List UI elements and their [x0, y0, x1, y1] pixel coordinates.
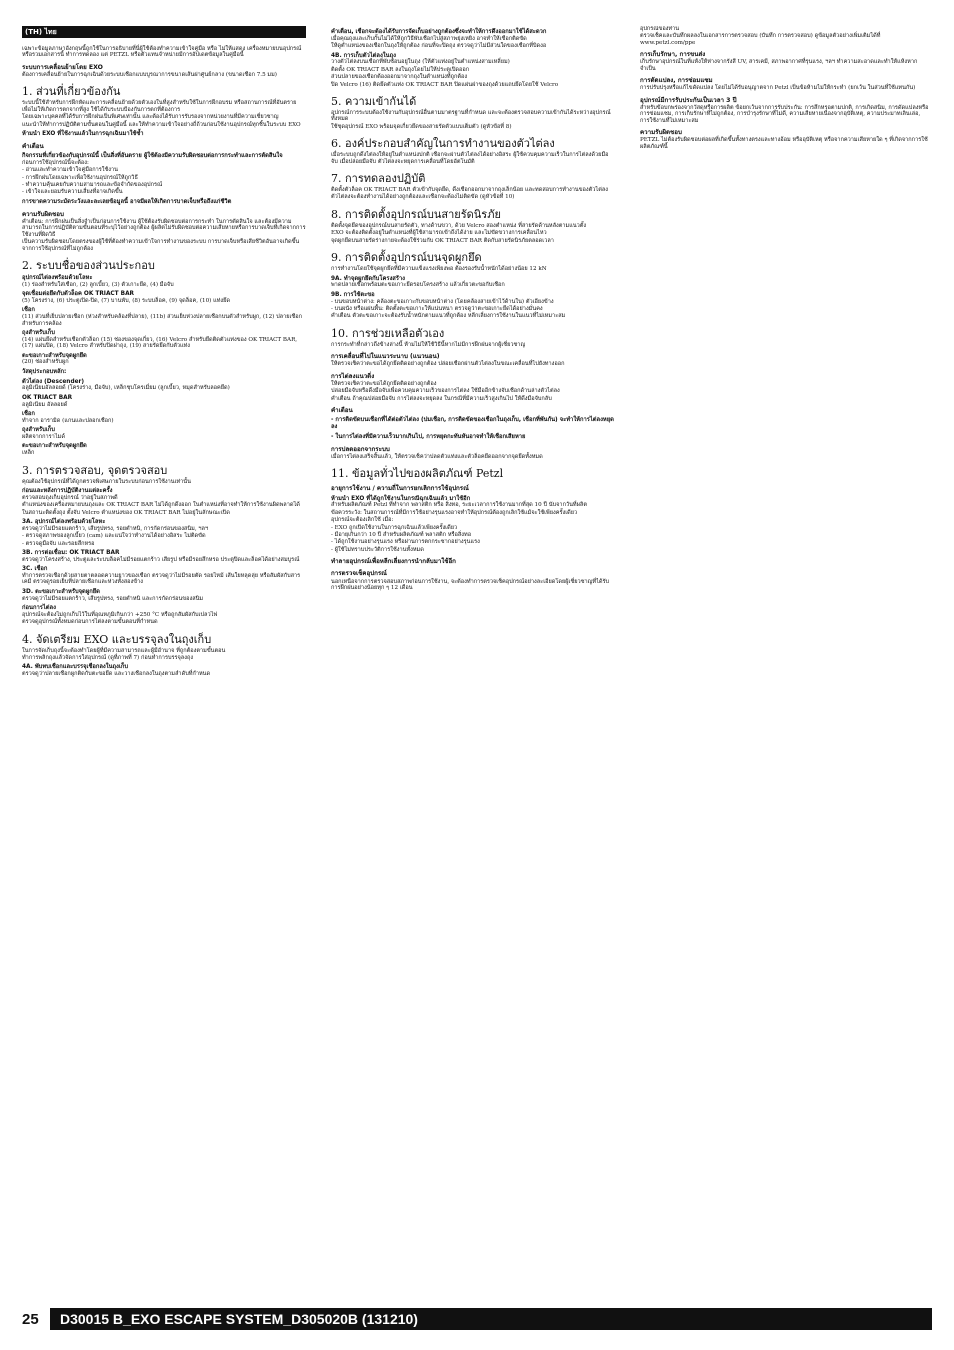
section-heading: จุดเชื่อมต่อยึดกับตัวล็อค OK TRIACT BAR: [22, 291, 135, 298]
section-heading: ตัวไต่ลง (Descender): [22, 378, 85, 385]
paragraph: ข้อควรระวัง: ในสถานการณ์ที่มีการใช้อย่างรุนแรงอาจทำให้อุปกรณ์ต้องถูกเลิกใช้แม้จะใช้เพียงครั้งเดียว: [331, 509, 578, 516]
section-heading: 3D. ตะขอเกาะสำหรับจุดผูกยึด: [22, 588, 100, 595]
paragraph: (1) ร่องสำหรับใส่เชือก, (2) ลูกเบี้ยว, (3) ตัวเกาะยึด, (4) มือจับ: [22, 281, 174, 288]
section-heading: 3B. การต่อเชื่อม: OK TRIACT BAR: [22, 549, 120, 556]
paragraph: ให้ตรวจเช็คว่าตะขอได้ถูกยึดติดอย่างถูกต้อง ปล่อยเชือกผ่านตัวไต่ลงในขณะเคลื่อนที่ไปยังทางออก: [331, 361, 565, 368]
paragraph: นอกเหนือจากการตรวจสอบสภาพก่อนการใช้งาน, จะต้องทำการตรวจเช็คอุปกรณ์อย่างละเอียดโดยผู้เชี่ยวชาญที่ได้รับการฝึกฝนอย่างน้อยทุก ๆ 12 เดือน: [331, 578, 610, 592]
paragraph: ตรวจดูว่าปลายเชือกผูกติดกับตะขอยึด และวางเชือกลงในถุงตามลำดับที่กำหนด: [22, 671, 211, 678]
section-heading: วัสดุประกอบหลัก:: [22, 368, 67, 375]
section-heading: การปลดออกจากระบบ: [331, 445, 390, 453]
paragraph: (20) ช่องสำหรับผูก: [22, 359, 69, 366]
paragraph: ตรวจสอบถุงเก็บอุปกรณ์ ว่าอยู่ในสภาพดี: [22, 494, 118, 501]
paragraph: ให้ดูตำแหน่งของเชือกในถุงให้ถูกต้อง ก่อนที่จะปิดถุง ตรวจดูว่าไม่มีส่วนใดของเชือกที่บิดงอ: [331, 43, 547, 50]
paragraph: ทำการตรวจเชือกด้วยสายตาตลอดความยาวของเชือก ตรวจดูว่าไม่มีรอยตัด รอยไหม้ เส้นใยหลุดลุ่ย หรือสัมผัสกับสารเคมี ตรวจดูรอยเย็บที่ปลายเชือกและห่วงทั้งสองข้าง: [22, 572, 301, 586]
section-heading: อุปกรณ์มีการรับประกันเป็นเวลา 3 ปี: [640, 96, 737, 104]
paragraph: พาดปลายเชือกพร้อมตะขอเกาะยึดรอบโครงสร้าง แล้วเกี่ยวตะขอกับเชือก: [331, 282, 505, 289]
section-heading: ตะขอเกาะสำหรับจุดผูกยึด: [22, 443, 87, 450]
section-heading: การเคลื่อนที่ไปในแนวระนาบ (แนวนอน): [331, 353, 440, 361]
paragraph: ปล่อยมือจับหรือดึงมือจับเพื่อควบคุมความเร็วของการไต่ลง ใช้มืออีกข้างจับเชือกด้านล่างตัวไต่ลง: [331, 388, 560, 395]
section-heading: การเก็บรักษา, การขนส่ง: [640, 51, 706, 59]
section-heading: 3. การตรวจสอบ, จุดตรวจสอบ: [22, 463, 168, 477]
paragraph: จุดผูกยึดบนสายรัดร่างกายจะต้องใช้ร่วมกับ OK TRIACT BAR ติดกับสายรัดนิรภัยตลอดเวลา: [331, 237, 554, 244]
section-heading: ความรับผิดชอบ: [640, 129, 682, 137]
paragraph: ในการจัดเก็บถุงนี้จะต้องทำโดยผู้ที่มีความสามารถและผู้มีอำนาจ ที่ถูกต้องตามขั้นตอน: [22, 647, 226, 654]
column-3-content: [640, 26, 930, 150]
paragraph: ตำแหน่งของเครื่องหมายบนถุงและ OK TRIACT BAR ไม่ได้ถูกดึงออก ในตำแหน่งที่อาจทำให้การใช้งานผิดพลาดได้: [22, 502, 300, 509]
column-2-content: [331, 29, 615, 591]
paragraph: เฉพาะข้อมูลภาษาอังกฤษนี้ถูกใช้ในการอธิบายที่นี่ผู้ใช้ต้องทำความเข้าใจคู่มือ หรือ ไม่ให้แสดง เครื่องหมายบนอุปกรณ์ หรือรวมเอกสารนี้ ทำการทดลอง แต่ PETZL หรือตัวแทนจำหน่ายมีการอัปเดตข้อมูลในคู่มือนี้: [22, 46, 302, 59]
paragraph: ต้องการเคลื่อนย้ายในการฉุกเฉินด้วยระบบเชือกแบบบูรณาการขนาดเส้นผ่าศูนย์กลาง (ขนาดเชือก 7.5 มม): [22, 72, 277, 79]
section-heading: ก่อนการไต่ลง: [22, 605, 56, 611]
paragraph: (14) แผ่นยึดสำหรับเชือกตัวล็อก (15) ช่องของจุดเกี่ยว, (16) Velcro สำหรับยึดติดตัวแท่งของ OK TRIACT BAR, (17) แผ่นปิด, (18) Velcro สำหรับปิดฝาถุง, (19) สายรัดยึดกับตัวแท่ง: [22, 336, 298, 350]
section-heading: กิจกรรมที่เกี่ยวข้องกับอุปกรณ์นี้ เป็นสิ่งที่อันตราย ผู้ใช้ต้องมีความรับผิดชอบต่อการกระทำและการตัดสินใจ: [22, 153, 283, 160]
paragraph: อลูมิเนียมอัลลอยด์ (โครงร่าง, มือจับ), เหล็กชุบโครเมี่ยม (ลูกเบี้ยว, หมุดสำหรับลอคยึด): [22, 385, 230, 392]
paragraph: อุปกรณ์การระบบต้องใช้งานกับอุปกรณ์อื่นตามมาตรฐานที่กำหนด และจะต้องตรวจสอบความเข้ากันได้ระหว่างอุปกรณ์ทั้งหมด: [331, 110, 611, 123]
paragraph: PETZL ไม่ต้องรับผิดชอบต่อผลที่เกิดขึ้นทั้งทางตรงและทางอ้อม หรืออุบัติเหตุ หรือจากความเสียหายใด ๆ ที่เกิดจากการใช้ผลิตภัณฑ์นี้: [640, 137, 928, 150]
paragraph: เมื่อระบบถูกดึงไต่ลงให้อยู่ในตำแหน่งปกติ เชือกจะผ่านตัวไต่ลงได้อย่างอิสระ ผู้ใช้ควบคุมความเร็วในการไต่ลงด้วยมือจับ เมื่อปล่อยมือจับ ตัวไต่ลงจะหยุดการเคลื่อนที่โดยอัตโนมัติ: [331, 152, 609, 165]
page-number: 25: [22, 1310, 39, 1328]
column-1-content: [22, 46, 306, 678]
paragraph: อุปกรณ์จะต้องไม่ถูกเก็บไว้ในที่อุณหภูมิเกินกว่า +250 °C หรือถูกสัมผัสกับเปลวไฟ: [22, 611, 218, 618]
section-heading: ถุงสำหรับเก็บ: [22, 329, 55, 336]
section-heading: ความรับผิดชอบ: [22, 210, 64, 218]
section-heading: - ในการไต่ลงที่มีความเร็วมากเกินไป, การหยุดกะทันหันอาจทำให้เชือกเสียหาย: [331, 433, 526, 440]
paragraph: ในสถานะติดตั้งถุง ตั้งจับ Velcro ตำแหน่งของ OK TRIACT BAR ไม่อยู่ในลักษณะเปิด: [22, 509, 230, 516]
section-heading: 8. การติดตั้งอุปกรณ์บนสายรัดนิรภัย: [331, 207, 501, 221]
paragraph: เมื่อคุณถุงและเก็บกั้นไม่ได้ให้ถูกวิธีพับเชือกไปสู่สภาพยุ่งเหยิง อาจทำให้เชือกติดขัด: [331, 35, 527, 42]
section-heading: 5. ความเข้ากันได้: [331, 95, 417, 109]
paragraph: ส่วนปลายของเชือกต้องออกมาจากถุงในตำแหน่งที่ถูกต้อง: [331, 74, 468, 81]
section-heading: 10. การช่วยเหลือตัวเอง: [331, 326, 445, 340]
section-heading: คำเตือน, เชือกจะต้องได้รับการจัดเก็บอย่างถูกต้องซึ่งจะทำให้การดึงออกมาใช้ได้สะดวก: [331, 29, 547, 35]
text-column-2: [331, 26, 615, 1296]
paragraph: ตรวจเช็คและบันทึกผลลงในเอกสารการตรวจสอบ (บันทึก การตรวจสอบ) ดูข้อมูลตัวอย่างเพิ่มเติมได้ที่ www.petzl.com/ppe: [640, 33, 881, 46]
paragraph: EXO จะต้องติดตั้งอยู่ในตำแหน่งที่ผู้ใช้สามารถเข้าถึงได้ง่าย และไม่ขัดขวางการเคลื่อนไหว: [331, 230, 547, 237]
paragraph: เมื่อการไต่ลงเสร็จสิ้นแล้ว, ให้ตรวจเช็คว่าปลดตัวแท่งและตัวล็อคยึดออกจากจุดยึดทั้งหมด: [331, 453, 543, 460]
paragraph: โดยเฉพาะบุคคลที่ได้รับการฝึกฝนเป็นพิเศษเท่านั้น และต้องได้รับการรับรองจากหน่วยงานที่มีความเชี่ยวชาญ: [22, 114, 279, 121]
section-heading: ห้ามนำ EXO ที่ได้ถูกใช้งานในกรณีฉุกเฉินแล้ว มาใช้อีก: [331, 495, 471, 502]
section-heading: 2. ระบบชื่อของส่วนประกอบ: [22, 258, 155, 272]
paragraph: ตรวจดูว่าไม่มีรอยแตกร้าว, เสียรูปทรง, รอยตำหนิ และการกัดกร่อนของสนิม: [22, 595, 204, 602]
paragraph: - อ่านและทำความเข้าใจคู่มือการใช้งาน: [22, 167, 119, 174]
text-column-1: [22, 26, 306, 1296]
section-heading: 4B. การเก็บตัวไต่ลงในถุง: [331, 52, 396, 59]
section-heading: OK TRIACT BAR: [22, 394, 73, 401]
section-heading: การตรวจเช็คอุปกรณ์: [331, 570, 387, 578]
paragraph: - การฝึกฝนโดยเฉพาะเพื่อใช้งานอุปกรณ์ให้ถูกวิธี: [22, 174, 138, 181]
paragraph: ตรวจดูอุปกรณ์ทั้งหมดก่อนการไต่ลงตามขั้นตอนที่กำหนด: [22, 619, 158, 626]
section-heading: ห้ามนำ EXO ที่ใช้งานแล้วในการฉุกเฉินมาใช้ซ้ำ: [22, 131, 144, 138]
section-heading: ระบบการเคลื่อนย้ายโดย EXO: [22, 63, 103, 71]
paragraph: การกระทำที่กล่าวถึงข้างล่างนี้ ห้ามไม่ให้ใช้วิธีนี้หากไม่มีการฝึกฝนจากผู้เชี่ยวชาญ: [331, 341, 526, 348]
text-column-3: [640, 26, 930, 1296]
section-heading: 9A. ทำจุดผูกยึดกับโครงสร้าง: [331, 275, 406, 282]
paragraph: - ทำความคุ้นเคยกับความสามารถและข้อจำกัดของอุปกรณ์: [22, 182, 163, 189]
section-heading: การขาดความระมัดระวังและละเลยข้อมูลนี้ อาจมีผลให้เกิดการบาดเจ็บหรือถึงแก่ชีวิต: [22, 198, 232, 205]
section-heading: คำเตือน: [331, 407, 353, 415]
paragraph: ติดตั้งจุดยึดของอุปกรณ์บนสายรัดตัว, ทางด้านขวา, ด้วย Velcro สองตำแหน่ง ที่สายรัดด้านหลังตามแนวตั้ง: [331, 222, 587, 229]
paragraph: ตรวจดูว่าไม่มีรอยแตกร้าว, เสียรูปทรง, รอยตำหนิ, การกัดกร่อนของสนิม, ฯลฯ: [22, 525, 209, 532]
paragraph: ทำจาก อารามิด (แกนและปลอกเชือก): [22, 417, 114, 424]
paragraph: อุปกรณ์ของท่าน: [640, 26, 680, 32]
section-heading: 6. องค์ประกอบสำคัญในการทำงานของตัวไต่ลง: [331, 137, 555, 151]
section-heading: คำเตือน: [22, 142, 44, 150]
paragraph: อุปกรณ์จะต้องเลิกใช้ เมื่อ:: [331, 517, 394, 524]
paragraph: (5) โครงร่าง, (6) ประตูเปิด-ปิด, (7) บานพับ, (8) ระบบล็อค, (9) จุดล็อค, (10) แท่งยึด: [22, 297, 231, 304]
language-label: (TH) ไทย: [22, 26, 306, 38]
page-footer: [22, 1307, 932, 1331]
paragraph: - ตรวจดูมือจับ และรอยสึกหรอ: [22, 540, 95, 547]
section-heading: 4. จัดเตรียม EXO และบรรจุลงในถุงเก็บ: [22, 632, 212, 646]
paragraph: ปิด Velcro (16) ติดยึดตัวแท่ง OK TRIACT BAR ปิดแผ่นฝาของถุงด้วยแถบยึดโดยใช้ Velcro: [331, 81, 559, 88]
section-heading: 3C. เชือก: [22, 566, 48, 573]
paragraph: การทำงานโดยใช้จุดผูกยึดที่มีความแข็งแรงเพียงพอ ต้องรองรับน้ำหนักได้อย่างน้อย 12 kN: [331, 266, 547, 273]
paragraph: ติดตั้ง OK TRIACT BAR ลงในถุงโดยไม่ให้ประตูเปิดออก: [331, 66, 470, 73]
section-heading: เชือก: [22, 307, 35, 314]
paragraph: สำหรับข้อบกพร่องจากวัสดุหรือการผลิต ข้อยกเว้นจากการรับประกัน: การสึกหรอตามปกติ, การเกิดสนิม, การดัดแปลงหรือการซ่อมแซม, การเก็บรักษาที่ไม่ถูกต้อง, การบำรุงรักษาที่ไม่ดี, ความเสียหายเนื่องจากอุบัติเหตุ, ความประมาทเลินเล่อ, การใช้งานที่ไม่เหมาะสม: [640, 105, 929, 124]
paragraph: ติดตั้งตัวล็อค OK TRIACT BAR ตัวเข้ากับจุดยึด, ดึงเชือกออกมาจากถุงเล็กน้อย และทดสอบการทำงานของตัวไต่ลง: [331, 187, 609, 194]
paragraph: คุณต้องใช้อุปกรณ์ที่ได้ถูกตรวจพิเศษภายในระบบก่อนการใช้งานเท่านั้น: [22, 478, 191, 485]
paragraph: เป็นความรับผิดชอบโดยตรงของผู้ใช้ที่ต้องทำความเข้าใจการทำงานของระบบ การบาดเจ็บหรือเสียชีวิตอันอาจเกิดขึ้นจากการใช้อุปกรณ์ที่ไม่ถูกต้อง: [22, 239, 300, 252]
paragraph: - ผู้ใช้ไม่ทราบประวัติการใช้งานทั้งหมด: [331, 546, 424, 553]
paragraph: ให้ตรวจเช็คว่าตะขอได้ถูกยึดติดอย่างถูกต้อง: [331, 380, 437, 387]
paragraph: อลูมิเนียม อัลลอยด์: [22, 401, 68, 408]
paragraph: คำเตือน ตัวตะขอเกาะจะต้องรับน้ำหนักตามแนวที่ถูกต้อง หลีกเลี่ยงการใช้งานในแนวที่ไม่เหมาะสม: [331, 313, 566, 320]
paragraph: เก็บรักษาอุปกรณ์ในที่แห้งให้ห่างจากรังสี UV, สารเคมี, สภาพอากาศที่รุนแรง, ฯลฯ ทำความสะอาดและทำให้แห้งหากจำเป็น: [640, 59, 918, 72]
paragraph: (11) ส่วนที่เย็บปลายเชือก (ห่วงสำหรับคล้องที่ปลาย), (11b) ส่วนเย็บห่วงปลายเชือกบนตัวสำหรับผูก, (12) ปลายเชือกสำหรับการคล้อง: [22, 314, 302, 327]
section-heading: ตะขอเกาะสำหรับจุดผูกยึด: [22, 352, 87, 359]
paragraph: - EXO ถูกเปิดใช้งานในการฉุกเฉินแล้วเพียงครั้งเดียว: [331, 524, 458, 531]
paragraph: - มีอายุเกินกว่า 10 ปี สำหรับผลิตภัณฑ์ พลาสติก หรือสิ่งทอ: [331, 531, 472, 538]
section-heading: เชือก: [22, 410, 35, 417]
section-heading: อุปกรณ์ไต่ลงพร้อมด้วยโลหะ: [22, 274, 93, 281]
section-heading: 4A. พับทบเชือกและบรรจุเชือกลงในถุงเก็บ: [22, 664, 129, 671]
paragraph: ก่อนการใช้อุปกรณ์นี้จะต้อง:: [22, 159, 89, 166]
section-heading: 11. ข้อมูลทั่วไปของผลิตภัณฑ์ Petzl: [331, 467, 504, 481]
section-heading: 3A. อุปกรณ์ไต่ลงพร้อมด้วยโลหะ: [22, 518, 106, 525]
paragraph: ระบบนี้ใช้สำหรับการฝึกหัดและการเคลื่อนย้ายด้วยตัวเองในที่สูงสำหรับใช้ในการฝึกอบรม หรือสถานการณ์ที่อันตราย เพื่อไม่ให้เกิดการตกจากที่สูง ใช้ได้กับระบบป้องกันการตกที่ต้องการ: [22, 100, 297, 113]
paragraph: - บนขอบหน้าต่าง: คล้องตะขอเกาะกับขอบหน้าต่าง (โดยคล้องสายเข้าไว้ด้านใน) ตัวเอียงข้าง: [331, 298, 554, 305]
paragraph: - ตรวจดูสภาพของลูกเบี้ยว (cam) และแน่ใจว่าทำงานได้อย่างอิสระ ไม่ติดขัด: [22, 533, 206, 540]
paragraph: สำหรับผลิตภัณฑ์ Petzl ที่ทำจาก พลาสติก หรือ สิ่งทอ, ระยะเวลาการใช้งานมากที่สุด 10 ปี นับจากวันที่ผลิต: [331, 502, 587, 509]
paragraph: - บนผนัง หรือแผ่นพื้น: ติดตั้งตะขอเกาะให้แน่นหนา ตรวจดูว่าตะขอเกาะยึดได้อย่างมั่นคง: [331, 305, 543, 312]
paragraph: เหล็ก: [22, 450, 35, 457]
paragraph: ใช้ชุดอุปกรณ์ EXO พร้อมจุดเกี่ยวยึดของสายรัดตัวแบบเต็มตัว (ดูหัวข้อที่ 8): [331, 123, 512, 130]
paragraph: - ได้ถูกใช้งานอย่างรุนแรง หรือผ่านการตกกระชากอย่างรุนแรง: [331, 539, 480, 546]
section-heading: 9B. การใช้ตะขอ: [331, 291, 375, 298]
paragraph: แนะนำให้ทำการปฏิบัติตามขั้นตอนในคู่มือนี้ และให้ทำความเข้าใจอย่างถี่ถ้วนก่อนใช้งานอุปกรณ์ทุกชิ้นในระบบ EXO: [22, 121, 301, 128]
paragraph: คำเตือน ถ้าคุณปล่อยมือจับ การไต่ลงจะหยุดลง ในกรณีที่มีความเร็วสูงเกินไป ให้ดึงมือจับกลับ: [331, 395, 552, 402]
section-heading: ก่อนและหลังการปฏิบัติงานแต่ละครั้ง: [22, 487, 113, 494]
paragraph: ผลิตจากการาไมด์: [22, 433, 65, 440]
section-heading: อายุการใช้งาน / ความถี่ในการยกเลิกการใช้อุปกรณ์: [331, 485, 469, 493]
section-heading: 9. การติดตั้งอุปกรณ์บนจุดผูกยึด: [331, 251, 482, 265]
section-heading: การดัดแปลง, การซ่อมแซม: [640, 77, 713, 85]
document-id: D30015 B_EXO ESCAPE SYSTEM_D305020B (131210): [50, 1308, 932, 1330]
paragraph: ทำการพลิกถุงแล้วจัดการใส่อุปกรณ์ (ดูที่ภาพที่ 7) ก่อนทำการบรรจุลงถุง: [22, 655, 194, 662]
paragraph: ตัวไต่ลงจะต้องทำงานได้อย่างถูกต้องและเชือกจะต้องไม่ติดขัด (ดูหัวข้อที่ 10): [331, 194, 515, 201]
section-heading: - การติดขัดบนเชือกที่ได้ต่อตัวไต่ลง (ปมเชือก, การติดขัดของเชือกในถุงเก็บ, เชือกที่พันกัน) จะทำให้การไต่ลงหยุดลง: [331, 417, 614, 431]
paragraph: - เข้าใจและยอมรับความเสี่ยงที่อาจเกิดขึ้น: [22, 189, 123, 196]
paragraph: ตรวจดูว่าโครงสร้าง, ประตูและระบบล็อคไม่มีรอยแตกร้าว เสียรูป หรือมีรอยสึกหรอ ประตูปิดและล็อคได้อย่างสมบูรณ์: [22, 556, 300, 563]
section-heading: ทำลายอุปกรณ์เพื่อหลีกเลี่ยงการนำกลับมาใช้อีก: [331, 558, 456, 566]
section-heading: การไต่ลงแนวดิ่ง: [331, 372, 375, 380]
section-heading: ถุงสำหรับเก็บ: [22, 427, 55, 434]
paragraph: วางตัวไต่ลงบนเชือกที่พับซ้อนอยู่ในถุง (ให้ตัวแท่งอยู่ในตำแหน่งสามเหลี่ยม): [331, 59, 510, 66]
paragraph: การปรับปรุงหรือแก้ไขดัดแปลง โดยไม่ได้รับอนุญาตจาก Petzl เป็นข้อห้ามไม่ให้กระทำ (ยกเว้น ในส่วนที่ใช้แทนกัน): [640, 85, 916, 92]
paragraph: คำเตือน: การฝึกฝนเป็นสิ่งจำเป็นก่อนการใช้งาน ผู้ใช้ต้องรับผิดชอบต่อการกระทำ ในการตัดสินใจ และต้องมีความสามารถในการปฏิบัติตามขั้นตอนที่ระบุไว้อย่างถูกต้อง ผู้ผลิตไม่รับผิดชอบต่อความเสียหายหรือการบาดเจ็บที่เกิดจากการใช้งานที่ผิดวิธี: [22, 218, 306, 238]
section-heading: 7. การทดลองปฏิบัติ: [331, 172, 426, 186]
section-heading: 1. ส่วนที่เกี่ยวข้องกัน: [22, 85, 121, 99]
